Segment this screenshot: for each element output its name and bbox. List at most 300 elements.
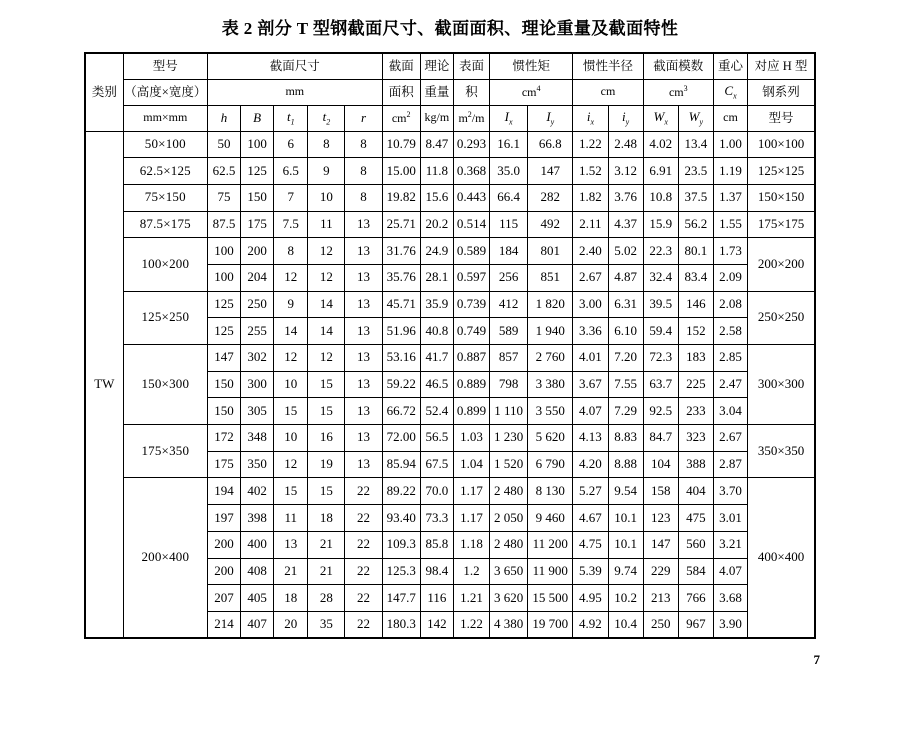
cell-ix: 5.27	[573, 478, 608, 505]
cell-s: 1.17	[453, 478, 489, 505]
cell-ix: 1.82	[573, 184, 608, 211]
cell-B: 405	[241, 585, 274, 612]
cell-w: 46.5	[420, 371, 453, 398]
page-number: 7	[813, 652, 820, 667]
cell-w: 85.8	[420, 531, 453, 558]
header-spec-line1: 型号	[123, 53, 207, 79]
cell-r: 8	[345, 184, 382, 211]
cell-B: 407	[241, 611, 274, 638]
cell-h: 75	[207, 184, 240, 211]
cell-t2: 35	[308, 611, 345, 638]
cell-r: 13	[345, 345, 382, 372]
cell-w: 56.5	[420, 425, 453, 452]
cell-Wy: 83.4	[678, 264, 713, 291]
cell-h: 150	[207, 371, 240, 398]
cell-A: 15.00	[382, 158, 420, 185]
cell-t2: 8	[308, 131, 345, 158]
cell-Wy: 225	[678, 371, 713, 398]
cell-B: 305	[241, 398, 274, 425]
cell-A: 93.40	[382, 505, 420, 532]
cell-Wx: 158	[643, 478, 678, 505]
cell-s: 1.17	[453, 505, 489, 532]
cell-iy: 6.10	[608, 318, 643, 345]
cell-Wy: 967	[678, 611, 713, 638]
cell-B: 300	[241, 371, 274, 398]
cell-h: 172	[207, 425, 240, 452]
cell-s: 1.18	[453, 531, 489, 558]
cell-t1: 13	[274, 531, 308, 558]
cell-t2: 16	[308, 425, 345, 452]
cell-t2: 18	[308, 505, 345, 532]
cell-t1: 8	[274, 238, 308, 265]
cell-Ix: 857	[490, 345, 528, 372]
cell-ix: 4.01	[573, 345, 608, 372]
cell-Cx: 3.01	[713, 505, 747, 532]
cell-B: 204	[241, 264, 274, 291]
cell-ix: 1.22	[573, 131, 608, 158]
cell-Wy: 13.4	[678, 131, 713, 158]
cell-B: 175	[241, 211, 274, 238]
header-spec-line2: （高度×宽度）	[123, 79, 207, 105]
cell-Wx: 92.5	[643, 398, 678, 425]
header-surface-line2: 积	[453, 79, 489, 105]
cell-t2: 28	[308, 585, 345, 612]
cell-t1: 14	[274, 318, 308, 345]
cell-B: 250	[241, 291, 274, 318]
cell-Wy: 37.5	[678, 184, 713, 211]
cell-Cx: 2.67	[713, 425, 747, 452]
cell-Cx: 3.04	[713, 398, 747, 425]
cell-Ix: 256	[490, 264, 528, 291]
cell-h: 100	[207, 238, 240, 265]
cell-ix: 4.20	[573, 451, 608, 478]
cell-A: 51.96	[382, 318, 420, 345]
header-centroid-line1: 重心	[713, 53, 747, 79]
table-row	[85, 478, 815, 505]
cell-t1: 10	[274, 371, 308, 398]
header-symbol-Iy: $I_y$	[528, 105, 573, 131]
header-radius-group: 惯性半径	[573, 53, 643, 79]
cell-Iy: 6 790	[528, 451, 573, 478]
cell-h: 125	[207, 291, 240, 318]
cell-iy: 10.1	[608, 531, 643, 558]
cell-h: 150	[207, 398, 240, 425]
cell-s: 0.887	[453, 345, 489, 372]
header-row-3	[85, 105, 815, 131]
cell-Iy: 19 700	[528, 611, 573, 638]
cell-Cx: 2.87	[713, 451, 747, 478]
cell-Wx: 32.4	[643, 264, 678, 291]
header-centroid-symbol: $C_x$	[713, 79, 747, 105]
cell-h: 125	[207, 318, 240, 345]
cell-Ix: 35.0	[490, 158, 528, 185]
cell-Wy: 404	[678, 478, 713, 505]
cell-s: 0.443	[453, 184, 489, 211]
cell-Ix: 2 480	[490, 478, 528, 505]
header-modulus-unit: $cm^3$	[643, 79, 713, 105]
cell-iy: 2.48	[608, 131, 643, 158]
cell-Iy: 11 200	[528, 531, 573, 558]
cell-r: 13	[345, 451, 382, 478]
table-row	[85, 158, 815, 185]
cell-Ix: 412	[490, 291, 528, 318]
cell-Wy: 80.1	[678, 238, 713, 265]
cell-ix: 3.00	[573, 291, 608, 318]
cell-w: 15.6	[420, 184, 453, 211]
cell-s: 0.889	[453, 371, 489, 398]
cell-ix: 4.75	[573, 531, 608, 558]
cell-Cx: 3.90	[713, 611, 747, 638]
header-inertia-unit: $cm^4$	[490, 79, 573, 105]
cell-r: 13	[345, 371, 382, 398]
cell-h: 200	[207, 558, 240, 585]
cell-Cx: 1.73	[713, 238, 747, 265]
cell-t1: 18	[274, 585, 308, 612]
cell-Ix: 2 050	[490, 505, 528, 532]
cell-t1: 21	[274, 558, 308, 585]
cell-Wy: 233	[678, 398, 713, 425]
header-symbol-h: h	[207, 105, 240, 131]
cell-A: 180.3	[382, 611, 420, 638]
cell-ix: 4.13	[573, 425, 608, 452]
cell-s: 0.589	[453, 238, 489, 265]
cell-B: 348	[241, 425, 274, 452]
steel-section-table	[84, 52, 816, 639]
cell-h: 214	[207, 611, 240, 638]
header-category: 类别	[85, 53, 123, 131]
cell-ix: 4.92	[573, 611, 608, 638]
cell-Ix: 66.4	[490, 184, 528, 211]
cell-t1: 20	[274, 611, 308, 638]
table-row	[85, 291, 815, 318]
spec-cell: 125×250	[123, 291, 207, 344]
cell-Iy: 8 130	[528, 478, 573, 505]
cell-A: 109.3	[382, 531, 420, 558]
header-radius-unit: cm	[573, 79, 643, 105]
cell-A: 45.71	[382, 291, 420, 318]
cell-ix: 4.67	[573, 505, 608, 532]
cell-Wx: 22.3	[643, 238, 678, 265]
cell-ix: 2.67	[573, 264, 608, 291]
cell-Wx: 84.7	[643, 425, 678, 452]
cell-iy: 5.02	[608, 238, 643, 265]
header-weight-line2: 重量	[420, 79, 453, 105]
cell-r: 13	[345, 211, 382, 238]
cell-iy: 3.76	[608, 184, 643, 211]
cell-Cx: 2.85	[713, 345, 747, 372]
cell-t1: 15	[274, 478, 308, 505]
cell-Wy: 152	[678, 318, 713, 345]
cell-s: 0.293	[453, 131, 489, 158]
cell-ix: 2.40	[573, 238, 608, 265]
cell-A: 31.76	[382, 238, 420, 265]
cell-r: 22	[345, 585, 382, 612]
cell-Cx: 2.09	[713, 264, 747, 291]
cell-r: 13	[345, 291, 382, 318]
spec-cell: 50×100	[123, 131, 207, 158]
cell-Cx: 2.08	[713, 291, 747, 318]
cell-t1: 12	[274, 345, 308, 372]
cell-h: 147	[207, 345, 240, 372]
cell-Wx: 63.7	[643, 371, 678, 398]
cell-Wx: 59.4	[643, 318, 678, 345]
cell-Wx: 72.3	[643, 345, 678, 372]
cell-Wx: 147	[643, 531, 678, 558]
cell-Iy: 282	[528, 184, 573, 211]
header-row-1	[85, 53, 815, 79]
cell-Ix: 115	[490, 211, 528, 238]
cell-A: 147.7	[382, 585, 420, 612]
cell-w: 8.47	[420, 131, 453, 158]
cell-Cx: 3.21	[713, 531, 747, 558]
cell-ix: 3.36	[573, 318, 608, 345]
cell-h: 200	[207, 531, 240, 558]
cell-iy: 7.20	[608, 345, 643, 372]
cell-Ix: 16.1	[490, 131, 528, 158]
cell-t2: 11	[308, 211, 345, 238]
cell-iy: 8.88	[608, 451, 643, 478]
header-symbol-t2: $t_2$	[308, 105, 345, 131]
cell-s: 1.2	[453, 558, 489, 585]
cell-A: 19.82	[382, 184, 420, 211]
header-section-size-unit: mm	[207, 79, 382, 105]
cell-iy: 9.74	[608, 558, 643, 585]
cell-t2: 9	[308, 158, 345, 185]
cell-Wy: 560	[678, 531, 713, 558]
cell-A: 53.16	[382, 345, 420, 372]
cell-w: 41.7	[420, 345, 453, 372]
cell-Wx: 15.9	[643, 211, 678, 238]
cell-A: 85.94	[382, 451, 420, 478]
cell-Iy: 492	[528, 211, 573, 238]
cell-A: 25.71	[382, 211, 420, 238]
cell-Ix: 3 650	[490, 558, 528, 585]
cell-Cx: 1.37	[713, 184, 747, 211]
cell-iy: 10.1	[608, 505, 643, 532]
header-hseries-line2: 钢系列	[748, 79, 815, 105]
header-surface-line1: 表面	[453, 53, 489, 79]
cell-Iy: 147	[528, 158, 573, 185]
spec-cell: 87.5×175	[123, 211, 207, 238]
cell-Cx: 2.58	[713, 318, 747, 345]
cell-s: 0.899	[453, 398, 489, 425]
header-symbol-iy: $i_y$	[608, 105, 643, 131]
cell-r: 8	[345, 131, 382, 158]
cell-t2: 12	[308, 264, 345, 291]
cell-iy: 9.54	[608, 478, 643, 505]
cell-Ix: 589	[490, 318, 528, 345]
cell-r: 13	[345, 425, 382, 452]
header-area-line2: 面积	[382, 79, 420, 105]
cell-B: 150	[241, 184, 274, 211]
cell-ix: 5.39	[573, 558, 608, 585]
cell-A: 10.79	[382, 131, 420, 158]
cell-Wy: 56.2	[678, 211, 713, 238]
spec-cell: 62.5×125	[123, 158, 207, 185]
cell-h: 87.5	[207, 211, 240, 238]
cell-iy: 4.87	[608, 264, 643, 291]
cell-Iy: 2 760	[528, 345, 573, 372]
cell-A: 59.22	[382, 371, 420, 398]
cell-B: 350	[241, 451, 274, 478]
cell-Wx: 229	[643, 558, 678, 585]
cell-r: 22	[345, 478, 382, 505]
cell-Iy: 11 900	[528, 558, 573, 585]
cell-Wx: 123	[643, 505, 678, 532]
cell-iy: 4.37	[608, 211, 643, 238]
cell-ix: 4.95	[573, 585, 608, 612]
cell-A: 66.72	[382, 398, 420, 425]
spec-cell: 175×350	[123, 425, 207, 478]
cell-h: 100	[207, 264, 240, 291]
cell-r: 8	[345, 158, 382, 185]
cell-Ix: 184	[490, 238, 528, 265]
cell-Iy: 66.8	[528, 131, 573, 158]
cell-Cx: 1.19	[713, 158, 747, 185]
cell-iy: 8.83	[608, 425, 643, 452]
cell-Wy: 323	[678, 425, 713, 452]
table-body	[85, 131, 815, 638]
cell-t1: 11	[274, 505, 308, 532]
cell-Wy: 146	[678, 291, 713, 318]
cell-s: 0.368	[453, 158, 489, 185]
cell-w: 24.9	[420, 238, 453, 265]
header-weight-unit: kg/m	[420, 105, 453, 131]
cell-Ix: 1 230	[490, 425, 528, 452]
cell-ix: 2.11	[573, 211, 608, 238]
h-series-cell: 350×350	[748, 425, 815, 478]
cell-iy: 7.29	[608, 398, 643, 425]
header-weight-line1: 理论	[420, 53, 453, 79]
header-symbol-Wx: $W_x$	[643, 105, 678, 131]
header-area-line1: 截面	[382, 53, 420, 79]
cell-B: 302	[241, 345, 274, 372]
cell-w: 52.4	[420, 398, 453, 425]
header-symbol-B: B	[241, 105, 274, 131]
cell-t1: 12	[274, 451, 308, 478]
cell-Cx: 3.68	[713, 585, 747, 612]
cell-Ix: 4 380	[490, 611, 528, 638]
cell-r: 22	[345, 531, 382, 558]
cell-B: 408	[241, 558, 274, 585]
cell-iy: 10.2	[608, 585, 643, 612]
header-modulus-group: 截面模数	[643, 53, 713, 79]
cell-Iy: 5 620	[528, 425, 573, 452]
cell-Cx: 1.00	[713, 131, 747, 158]
cell-t1: 12	[274, 264, 308, 291]
cell-t2: 10	[308, 184, 345, 211]
header-section-size-group: 截面尺寸	[207, 53, 382, 79]
cell-Wy: 23.5	[678, 158, 713, 185]
cell-w: 73.3	[420, 505, 453, 532]
table-row	[85, 184, 815, 211]
cell-ix: 1.52	[573, 158, 608, 185]
cell-w: 116	[420, 585, 453, 612]
cell-Ix: 2 480	[490, 531, 528, 558]
cell-s: 0.597	[453, 264, 489, 291]
cell-h: 197	[207, 505, 240, 532]
cell-Wx: 39.5	[643, 291, 678, 318]
cell-Cx: 2.47	[713, 371, 747, 398]
cell-t1: 15	[274, 398, 308, 425]
cell-Cx: 3.70	[713, 478, 747, 505]
cell-B: 125	[241, 158, 274, 185]
header-symbol-ix: $i_x$	[573, 105, 608, 131]
cell-r: 13	[345, 398, 382, 425]
cell-r: 13	[345, 264, 382, 291]
header-symbol-r: r	[345, 105, 382, 131]
cell-h: 175	[207, 451, 240, 478]
category-cell: TW	[85, 131, 123, 638]
cell-s: 1.03	[453, 425, 489, 452]
cell-Wy: 388	[678, 451, 713, 478]
cell-iy: 6.31	[608, 291, 643, 318]
cell-t1: 6	[274, 131, 308, 158]
cell-h: 194	[207, 478, 240, 505]
cell-s: 0.514	[453, 211, 489, 238]
cell-Iy: 1 820	[528, 291, 573, 318]
cell-w: 20.2	[420, 211, 453, 238]
cell-Wx: 250	[643, 611, 678, 638]
cell-t2: 14	[308, 291, 345, 318]
table-row	[85, 238, 815, 265]
cell-Wx: 10.8	[643, 184, 678, 211]
h-series-cell: 250×250	[748, 291, 815, 344]
header-hseries-line3: 型号	[748, 105, 815, 131]
cell-Wy: 183	[678, 345, 713, 372]
cell-s: 0.749	[453, 318, 489, 345]
cell-Ix: 3 620	[490, 585, 528, 612]
cell-ix: 3.67	[573, 371, 608, 398]
cell-h: 62.5	[207, 158, 240, 185]
cell-w: 98.4	[420, 558, 453, 585]
header-centroid-unit: cm	[713, 105, 747, 131]
header-symbol-Wy: $W_y$	[678, 105, 713, 131]
cell-t2: 15	[308, 478, 345, 505]
cell-w: 40.8	[420, 318, 453, 345]
cell-iy: 3.12	[608, 158, 643, 185]
cell-t1: 10	[274, 425, 308, 452]
cell-Iy: 3 550	[528, 398, 573, 425]
cell-A: 35.76	[382, 264, 420, 291]
spec-cell: 200×400	[123, 478, 207, 638]
table-row	[85, 345, 815, 372]
spec-cell: 150×300	[123, 345, 207, 425]
cell-w: 35.9	[420, 291, 453, 318]
header-spec-unit: mm×mm	[123, 105, 207, 131]
cell-r: 13	[345, 318, 382, 345]
table-row	[85, 425, 815, 452]
cell-t2: 12	[308, 238, 345, 265]
cell-Iy: 1 940	[528, 318, 573, 345]
cell-A: 125.3	[382, 558, 420, 585]
cell-Cx: 4.07	[713, 558, 747, 585]
header-row-2	[85, 79, 815, 105]
cell-Ix: 798	[490, 371, 528, 398]
cell-Wy: 766	[678, 585, 713, 612]
cell-A: 89.22	[382, 478, 420, 505]
cell-t2: 21	[308, 531, 345, 558]
cell-r: 22	[345, 611, 382, 638]
cell-Wx: 4.02	[643, 131, 678, 158]
cell-A: 72.00	[382, 425, 420, 452]
header-symbol-t1: $t_1$	[274, 105, 308, 131]
header-inertia-group: 惯性矩	[490, 53, 573, 79]
cell-s: 1.22	[453, 611, 489, 638]
header-symbol-Ix: $I_x$	[490, 105, 528, 131]
cell-w: 67.5	[420, 451, 453, 478]
cell-B: 402	[241, 478, 274, 505]
